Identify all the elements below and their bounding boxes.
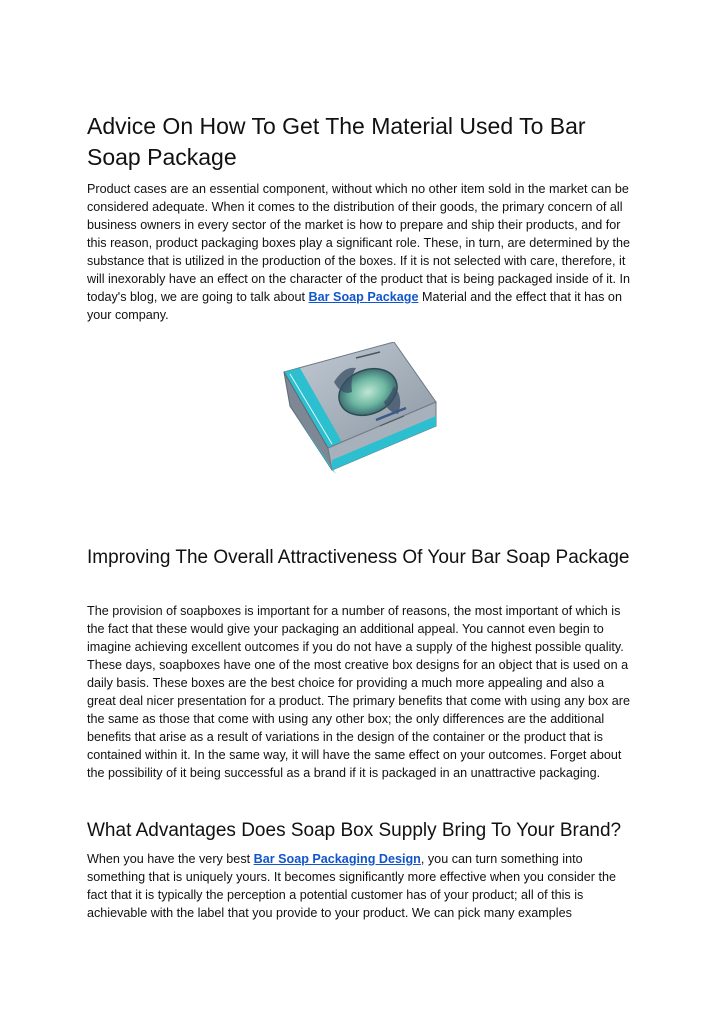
section-heading-advantages: What Advantages Does Soap Box Supply Bring To Your Brand? bbox=[87, 820, 622, 841]
advantages-text-after: , you can turn something into something that is uniquely yours. It becomes significantly more effective when you consider the fact that it is typically the perception a potential customer has of your product; all of this is achievable with the label that you provide to your product. We can pick many examples bbox=[87, 852, 616, 920]
bar-soap-package-link[interactable]: Bar Soap Package bbox=[308, 290, 419, 304]
section-paragraph-attractiveness: The provision of soapboxes is important for a number of reasons, the most important of which is the fact that these would give your packaging an additional appeal. You cannot even begin to imagine achieving excellent outcomes if you do not have a supply of the highest possible quality. These days, soapboxes have one of the most creative box designs for an object that is used on a daily basis. These boxes are the best choice for providing a much more appealing and also a great deal nicer presentation for a product. The primary benefits that come with using any box are the same as those that come with using any other box; the only differences are the additional benefits that arise as a result of variations in the design of the container or the product that is contained within it. In the same way, it will have the same effect on your outcomes. Forget about the possibility of it being successful as a brand if it is packaged in an unattractive packaging. bbox=[87, 604, 630, 780]
section-paragraph-advantages bbox=[87, 850, 635, 922]
soap-box-image bbox=[276, 342, 442, 490]
section-heading-attractiveness: Improving The Overall Attractiveness Of Your Bar Soap Package bbox=[87, 547, 630, 568]
soap-box-illustration bbox=[276, 342, 442, 490]
article-title: Advice On How To Get The Material Used To Bar Soap Package bbox=[87, 113, 586, 170]
advantages-text-before: When you have the very best bbox=[87, 852, 254, 866]
intro-text-before: Product cases are an essential component, without which no other item sold in the market can be considered adequate. When it comes to the distribution of their goods, the primary concern of all business owners in every sector of the market is how to prepare and ship their products, and for this reason, product packaging boxes play a significant role. These, in turn, are determined by the substance that is utilized in the production of the boxes. If it is not selected with care, therefore, it will inexorably have an effect on the character of the product that is being packaged inside of it. In today's blog, we are going to talk about bbox=[87, 182, 631, 304]
intro-paragraph bbox=[87, 180, 635, 324]
intro-text-after: Material and the effect that it has on your company. bbox=[87, 290, 622, 322]
bar-soap-packaging-design-link[interactable]: Bar Soap Packaging Design bbox=[253, 852, 421, 866]
